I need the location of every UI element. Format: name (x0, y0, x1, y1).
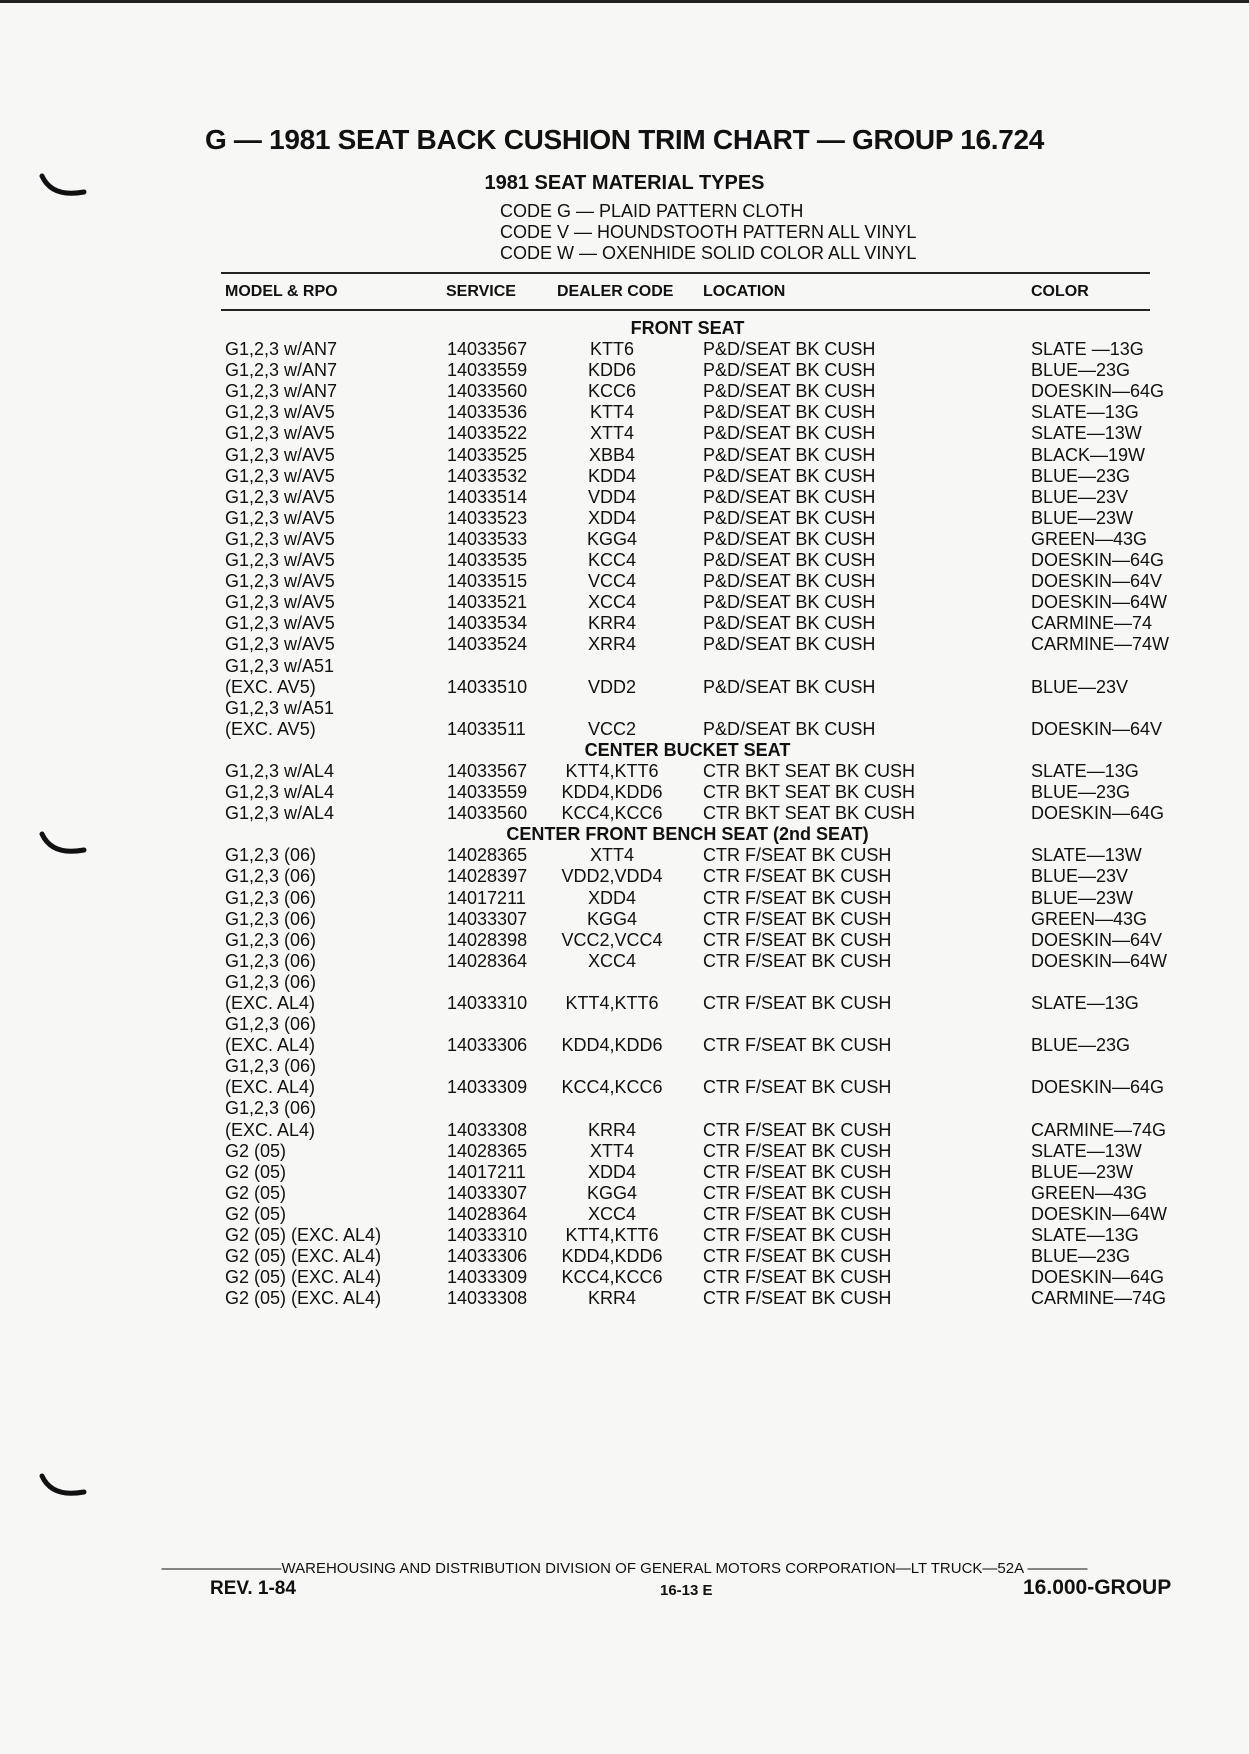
cell-model: (EXC. AL4) (225, 1077, 316, 1098)
cell-model: G1,2,3 w/AV5 (225, 444, 335, 465)
cell-dealer-code: KDD4,KDD6 (561, 782, 663, 803)
cell-dealer-code: XCC4 (587, 1203, 636, 1224)
table-row (225, 718, 1163, 740)
header-top-rule (221, 272, 1150, 274)
cell-color: DOESKIN—64G (1031, 381, 1165, 402)
cell-model: (EXC. AV5) (225, 718, 316, 739)
cell-dealer-code: XTT4 (589, 1140, 634, 1161)
top-border (0, 0, 1249, 3)
cell-location: P&D/SEAT BK CUSH (703, 550, 876, 571)
cell-location: CTR F/SEAT BK CUSH (703, 1161, 892, 1182)
cell-model: G1,2,3 w/AN7 (225, 381, 338, 402)
cell-dealer-code: KTT4 (589, 402, 634, 423)
cell-service: 14028397 (447, 866, 528, 887)
cell-color: SLATE—13G (1031, 1225, 1139, 1246)
cell-color: DOESKIN—64V (1031, 571, 1163, 592)
cell-model: G1,2,3 w/AV5 (225, 613, 335, 634)
cell-model: G1,2,3 (06) (225, 950, 317, 971)
punch-hole-mark (38, 1470, 88, 1504)
cell-location: P&D/SEAT BK CUSH (703, 634, 876, 655)
cell-color: BLACK—19W (1031, 444, 1146, 465)
cell-color: BLUE—23G (1031, 782, 1131, 803)
cell-model: (EXC. AL4) (225, 993, 316, 1013)
cell-dealer-code: KRR4 (587, 1119, 636, 1140)
cell-service: 14017211 (447, 1161, 526, 1182)
cell-service: 14033567 (447, 760, 528, 781)
cell-dealer-code: XTT4 (589, 845, 634, 866)
cell-color: DOESKIN—64V (1031, 929, 1163, 950)
cell-color: SLATE—13G (1031, 993, 1139, 1013)
cell-model: (EXC. AV5) (225, 676, 316, 697)
cell-dealer-code: KDD4,KDD6 (561, 1246, 663, 1267)
trim-table (225, 318, 1170, 1309)
cell-location: P&D/SEAT BK CUSH (703, 571, 876, 592)
cell-dealer-code: KCC4,KCC6 (561, 1077, 663, 1098)
cell-service: 14028365 (447, 845, 528, 866)
cell-service: 14028364 (447, 1203, 528, 1224)
cell-color: DOESKIN—64W (1031, 1203, 1168, 1224)
table-row (225, 782, 1150, 803)
cell-service: 14033536 (447, 402, 528, 423)
cell-dealer-code: XDD4 (587, 1161, 636, 1182)
cell-color: BLUE—23V (1031, 676, 1129, 697)
table-row (225, 571, 1163, 592)
cell-model: G2 (05) (EXC. AL4) (225, 1225, 382, 1246)
cell-location: P&D/SEAT BK CUSH (703, 613, 876, 634)
header-bottom-rule (221, 309, 1150, 311)
cell-color: BLUE—23V (1031, 486, 1129, 507)
cell-service: 14033514 (447, 486, 528, 507)
cell-service: 14033306 (447, 1035, 528, 1056)
cell-service: 14033309 (447, 1267, 528, 1288)
table-row (225, 550, 1165, 571)
cell-color: DOESKIN—64G (1031, 803, 1165, 824)
cell-location: CTR F/SEAT BK CUSH (703, 950, 892, 971)
cell-color: GREEN—43G (1031, 528, 1148, 549)
cell-color: DOESKIN—64V (1031, 718, 1163, 739)
table-row (225, 845, 1150, 866)
cell-color: BLUE—23W (1031, 507, 1134, 528)
cell-service: 14033535 (447, 550, 528, 571)
cell-color: CARMINE—74W (1031, 634, 1170, 655)
cell-location: P&D/SEAT BK CUSH (703, 465, 876, 486)
cell-model: G2 (05) (EXC. AL4) (225, 1267, 382, 1288)
cell-dealer-code: VCC2 (587, 718, 636, 739)
table-row (225, 402, 1150, 423)
cell-service: 14033308 (447, 1288, 528, 1309)
cell-location: CTR F/SEAT BK CUSH (703, 929, 892, 950)
table-row (225, 634, 1170, 655)
cell-color: SLATE —13G (1031, 339, 1144, 360)
table-row (225, 360, 1150, 381)
cell-model: G1,2,3 w/AL4 (225, 782, 335, 803)
table-row (225, 1014, 1150, 1035)
punch-hole-mark (38, 828, 88, 862)
cell-location: CTR F/SEAT BK CUSH (703, 845, 892, 866)
cell-model: G2 (05) (225, 1161, 287, 1182)
table-row (225, 1183, 1150, 1204)
cell-color: DOESKIN—64G (1031, 1077, 1165, 1098)
cell-location: CTR F/SEAT BK CUSH (703, 1182, 892, 1203)
table-row (225, 529, 1150, 550)
table-row (225, 466, 1150, 487)
cell-service: 14028365 (447, 1140, 528, 1161)
cell-model: G1,2,3 w/A51 (225, 655, 335, 676)
cell-dealer-code: VCC4 (587, 571, 636, 592)
table-row (225, 909, 1150, 930)
cell-dealer-code: KCC4,KCC6 (561, 1267, 663, 1288)
cell-service: 14033559 (447, 782, 528, 803)
cell-model: G2 (05) (EXC. AL4) (225, 1288, 382, 1309)
cell-location: CTR F/SEAT BK CUSH (703, 908, 892, 929)
cell-location: CTR F/SEAT BK CUSH (703, 1267, 892, 1288)
cell-model: G1,2,3 w/AL4 (225, 760, 335, 781)
table-row (225, 1288, 1167, 1309)
table-row (225, 1162, 1150, 1183)
cell-dealer-code: KDD4 (587, 465, 636, 486)
cell-dealer-code: VCC2,VCC4 (561, 929, 663, 950)
cell-model: (EXC. AL4) (225, 1035, 316, 1056)
table-row (225, 487, 1150, 508)
section-header-row (225, 318, 1150, 339)
cell-dealer-code: KTT4,KTT6 (565, 993, 659, 1013)
table-row (225, 1077, 1165, 1098)
table-row (225, 761, 1150, 782)
cell-location: P&D/SEAT BK CUSH (703, 592, 876, 613)
material-codes (500, 201, 916, 264)
cell-dealer-code: KDD6 (587, 360, 636, 381)
table-row (225, 613, 1153, 634)
cell-color: SLATE—13G (1031, 760, 1139, 781)
footer-publisher-line: ————————WAREHOUSING AND DISTRIBUTION DIVISION OF GENERAL MOTORS CORPORATION—LT TRUCK—52A ———— (161, 1560, 1088, 1577)
cell-service: 14033310 (447, 993, 528, 1013)
cell-location: CTR F/SEAT BK CUSH (703, 1288, 892, 1309)
cell-model: G1,2,3 w/AV5 (225, 550, 335, 571)
cell-service: 14033560 (447, 381, 528, 402)
material-code-w: CODE W — OXENHIDE SOLID COLOR ALL VINYL (500, 243, 917, 263)
cell-service: 14033310 (447, 1225, 528, 1246)
cell-dealer-code: KRR4 (587, 613, 636, 634)
header-service: SERVICE (446, 283, 516, 300)
cell-location: P&D/SEAT BK CUSH (703, 360, 876, 381)
cell-model: G1,2,3 w/AV5 (225, 402, 335, 423)
cell-model: G2 (05) (EXC. AL4) (225, 1246, 382, 1267)
cell-dealer-code: XRR4 (587, 634, 636, 655)
cell-dealer-code: KGG4 (586, 528, 638, 549)
cell-service: 14033560 (447, 803, 528, 824)
cell-dealer-code: KRR4 (587, 1288, 636, 1309)
cell-model: G1,2,3 w/AV5 (225, 571, 335, 592)
cell-service: 14033309 (447, 1077, 528, 1098)
footer-revision: REV. 1-84 (210, 1578, 296, 1599)
table-row (225, 339, 1150, 360)
section-header-row (225, 740, 1150, 761)
cell-service: 14033534 (447, 613, 528, 634)
cell-model: G1,2,3 w/AV5 (225, 634, 335, 655)
cell-location: CTR BKT SEAT BK CUSH (703, 803, 916, 824)
table-row (225, 866, 1150, 887)
cell-location: CTR F/SEAT BK CUSH (703, 866, 892, 887)
cell-service: 14033307 (447, 1182, 528, 1203)
cell-model: G1,2,3 (06) (225, 908, 317, 929)
section-header-row (225, 824, 1150, 845)
cell-model: G1,2,3 (06) (225, 1014, 317, 1035)
header-dealer-code: DEALER CODE (557, 283, 674, 300)
section-title: CENTER FRONT BENCH SEAT (2nd SEAT) (506, 824, 869, 845)
section-title: CENTER BUCKET SEAT (584, 739, 791, 760)
cell-color: BLUE—23W (1031, 887, 1134, 908)
cell-service: 14033510 (447, 676, 528, 697)
cell-dealer-code: KCC6 (587, 381, 636, 402)
cell-dealer-code: XDD4 (587, 887, 636, 908)
cell-color: DOESKIN—64W (1031, 950, 1168, 971)
cell-location: P&D/SEAT BK CUSH (703, 507, 876, 528)
cell-dealer-code: KGG4 (586, 1182, 638, 1203)
cell-location: CTR F/SEAT BK CUSH (703, 887, 892, 908)
cell-model: G1,2,3 (06) (225, 971, 317, 992)
cell-location: CTR BKT SEAT BK CUSH (703, 760, 916, 781)
cell-dealer-code: XDD4 (587, 507, 636, 528)
cell-service: 14028364 (447, 950, 528, 971)
table-row (225, 888, 1150, 909)
cell-color: BLUE—23G (1031, 360, 1131, 381)
cell-location: P&D/SEAT BK CUSH (703, 676, 876, 697)
table-row (225, 950, 1168, 972)
cell-service: 14033533 (447, 528, 528, 549)
cell-location: P&D/SEAT BK CUSH (703, 423, 876, 444)
cell-location: P&D/SEAT BK CUSH (703, 528, 876, 549)
cell-dealer-code: KCC4,KCC6 (561, 803, 663, 824)
table-row (225, 677, 1150, 698)
cell-color: SLATE—13W (1031, 845, 1142, 866)
cell-color: SLATE—13G (1031, 402, 1139, 423)
footer-page-number: 16-13 E (660, 1582, 713, 1599)
table-row (225, 929, 1163, 951)
cell-model: G1,2,3 (06) (225, 1056, 317, 1077)
table-row (225, 1119, 1167, 1141)
section-title: FRONT SEAT (630, 318, 745, 338)
cell-dealer-code: VDD2 (587, 676, 636, 697)
cell-model: (EXC. AL4) (225, 1119, 316, 1140)
cell-service: 14033567 (447, 339, 528, 360)
cell-location: P&D/SEAT BK CUSH (703, 444, 876, 465)
cell-model: G1,2,3 w/AV5 (225, 592, 335, 613)
table-row (225, 508, 1150, 529)
cell-location: P&D/SEAT BK CUSH (703, 486, 876, 507)
cell-model: G1,2,3 (06) (225, 845, 317, 866)
cell-model: G1,2,3 (06) (225, 887, 317, 908)
cell-service: 14033307 (447, 908, 528, 929)
cell-color: SLATE—13W (1031, 1140, 1142, 1161)
cell-dealer-code: VDD2,VDD4 (561, 866, 663, 887)
cell-service: 14033522 (447, 423, 528, 444)
cell-model: G1,2,3 w/A51 (225, 697, 335, 718)
material-code-g: CODE G — PLAID PATTERN CLOTH (500, 201, 804, 221)
cell-location: P&D/SEAT BK CUSH (703, 718, 876, 739)
cell-color: DOESKIN—64G (1031, 1267, 1165, 1288)
cell-color: DOESKIN—64W (1031, 592, 1168, 613)
cell-color: DOESKIN—64G (1031, 550, 1165, 571)
table-row (225, 803, 1165, 824)
cell-color: CARMINE—74 (1031, 613, 1153, 634)
cell-model: G1,2,3 w/AV5 (225, 528, 335, 549)
cell-service: 14033511 (447, 718, 526, 739)
cell-dealer-code: XCC4 (587, 950, 636, 971)
cell-dealer-code: VDD4 (587, 486, 636, 507)
cell-model: G1,2,3 w/AV5 (225, 486, 335, 507)
cell-service: 14033308 (447, 1119, 528, 1140)
table-row (225, 445, 1150, 466)
cell-location: P&D/SEAT BK CUSH (703, 381, 876, 402)
cell-service: 14033559 (447, 360, 528, 381)
cell-service: 14033306 (447, 1246, 528, 1267)
cell-color: SLATE—13W (1031, 423, 1142, 444)
cell-color: GREEN—43G (1031, 1182, 1148, 1203)
cell-model: G2 (05) (225, 1140, 287, 1161)
cell-location: CTR F/SEAT BK CUSH (703, 1246, 892, 1267)
cell-service: 14033515 (447, 571, 528, 592)
table-row (225, 656, 1150, 677)
header-location: LOCATION (703, 283, 786, 300)
cell-dealer-code: KCC4 (587, 550, 636, 571)
cell-color: GREEN—43G (1031, 908, 1148, 929)
footer-group: 16.000-GROUP (1023, 1576, 1172, 1599)
cell-location: CTR BKT SEAT BK CUSH (703, 782, 916, 803)
cell-dealer-code: KTT6 (589, 339, 634, 360)
cell-color: BLUE—23V (1031, 866, 1129, 887)
cell-service: 14033523 (447, 507, 528, 528)
table-row (225, 1203, 1168, 1225)
cell-location: CTR F/SEAT BK CUSH (703, 1140, 892, 1161)
cell-model: G1,2,3 (06) (225, 866, 317, 887)
cell-dealer-code: XBB4 (588, 444, 636, 465)
table-row (225, 1035, 1150, 1056)
cell-color: BLUE—23G (1031, 1035, 1131, 1056)
cell-dealer-code: KTT4,KTT6 (565, 1225, 659, 1246)
table-row (225, 1246, 1150, 1267)
cell-dealer-code: KGG4 (586, 908, 638, 929)
page-title: G — 1981 SEAT BACK CUSHION TRIM CHART — GROUP 16.724 (204, 124, 1045, 155)
cell-color: CARMINE—74G (1031, 1119, 1167, 1140)
cell-location: P&D/SEAT BK CUSH (703, 339, 876, 360)
cell-model: G1,2,3 w/AV5 (225, 507, 335, 528)
table-row (225, 381, 1165, 402)
cell-model: G1,2,3 w/AL4 (225, 803, 335, 824)
table-row (225, 423, 1150, 444)
cell-location: CTR F/SEAT BK CUSH (703, 1077, 892, 1098)
material-code-v: CODE V — HOUNDSTOOTH PATTERN ALL VINYL (500, 222, 917, 242)
table-row (225, 1141, 1150, 1162)
cell-dealer-code: XTT4 (589, 423, 634, 444)
cell-dealer-code: XCC4 (587, 592, 636, 613)
cell-service: 14033524 (447, 634, 528, 655)
cell-color: BLUE—23G (1031, 465, 1131, 486)
table-row (225, 1056, 1150, 1077)
cell-location: CTR F/SEAT BK CUSH (703, 1035, 892, 1056)
cell-model: G1,2,3 w/AV5 (225, 423, 335, 444)
cell-model: G2 (05) (225, 1203, 287, 1224)
cell-model: G1,2,3 w/AN7 (225, 360, 338, 381)
cell-color: BLUE—23G (1031, 1246, 1131, 1267)
cell-service: 14033521 (447, 592, 528, 613)
table-row (225, 972, 1150, 993)
cell-location: CTR F/SEAT BK CUSH (703, 1119, 892, 1140)
cell-location: P&D/SEAT BK CUSH (703, 402, 876, 423)
cell-model: G1,2,3 (06) (225, 1098, 317, 1119)
table-row (225, 698, 1150, 719)
cell-service: 14033532 (447, 465, 528, 486)
cell-service: 14028398 (447, 929, 528, 950)
table-row (225, 993, 1150, 1014)
table-row (225, 1225, 1150, 1246)
cell-model: G1,2,3 w/AN7 (225, 339, 338, 360)
cell-model: G1,2,3 (06) (225, 929, 317, 950)
cell-location: CTR F/SEAT BK CUSH (703, 1203, 892, 1224)
table-row (225, 592, 1168, 613)
cell-service: 14017211 (447, 887, 526, 908)
cell-dealer-code: KDD4,KDD6 (561, 1035, 663, 1056)
cell-dealer-code: KTT4,KTT6 (565, 760, 659, 781)
cell-color: CARMINE—74G (1031, 1288, 1167, 1309)
cell-model: G1,2,3 w/AV5 (225, 465, 335, 486)
cell-location: CTR F/SEAT BK CUSH (703, 993, 892, 1013)
header-model: MODEL & RPO (225, 283, 338, 300)
page-subtitle: 1981 SEAT MATERIAL TYPES (484, 172, 765, 194)
table-row (225, 1267, 1165, 1288)
cell-service: 14033525 (447, 444, 528, 465)
cell-location: CTR F/SEAT BK CUSH (703, 1225, 892, 1246)
header-color: COLOR (1031, 283, 1089, 300)
cell-color: BLUE—23W (1031, 1161, 1134, 1182)
cell-model: G2 (05) (225, 1182, 287, 1203)
table-row (225, 1098, 1150, 1119)
